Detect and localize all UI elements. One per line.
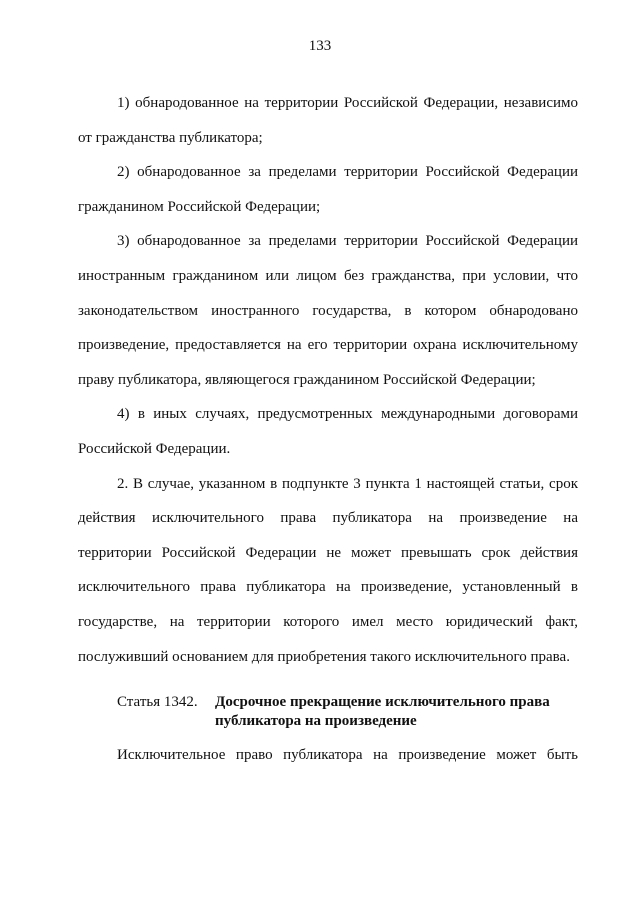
page-number: 133 [308, 38, 332, 54]
article-heading [117, 693, 578, 731]
paragraph-item-3: 3) обнародованное за пределами территории Российской Федерации иностранным гражданином или лицом без гражданства, при условии, что законодательством иностранного государства, в котором обнародовано произведение, предоставляется на его территории охрана исключительному праву публикатора, являющегося гражданином Российской Федерации; [78, 233, 578, 388]
paragraph-item-2: 2) обнародованное за пределами территории Российской Федерации гражданином Российской Федерации; [78, 164, 578, 215]
article-text-start: Исключительное право публикатора на произведение может быть [117, 747, 578, 763]
paragraph-section-2: 2. В случае, указанном в подпункте 3 пункта 1 настоящей статьи, срок действия исключительного права публикатора на произведение на территории Российской Федерации не может превышать срок действия исключительного права публикатора на произведение, установленный в государстве, на территории которого имел место юридический факт, послуживший основанием для приобретения такого исключительного права. [78, 475, 578, 665]
article-number: Статья 1342. [117, 694, 198, 710]
paragraph-item-1: 1) обнародованное на территории Российской Федерации, независимо от гражданства публикатора; [78, 95, 578, 146]
article-title: Досрочное прекращение исключительного права публикатора на произведение [215, 694, 550, 729]
paragraph-item-4: 4) в иных случаях, предусмотренных международными договорами Российской Федерации. [78, 406, 578, 457]
document-body [78, 86, 578, 674]
